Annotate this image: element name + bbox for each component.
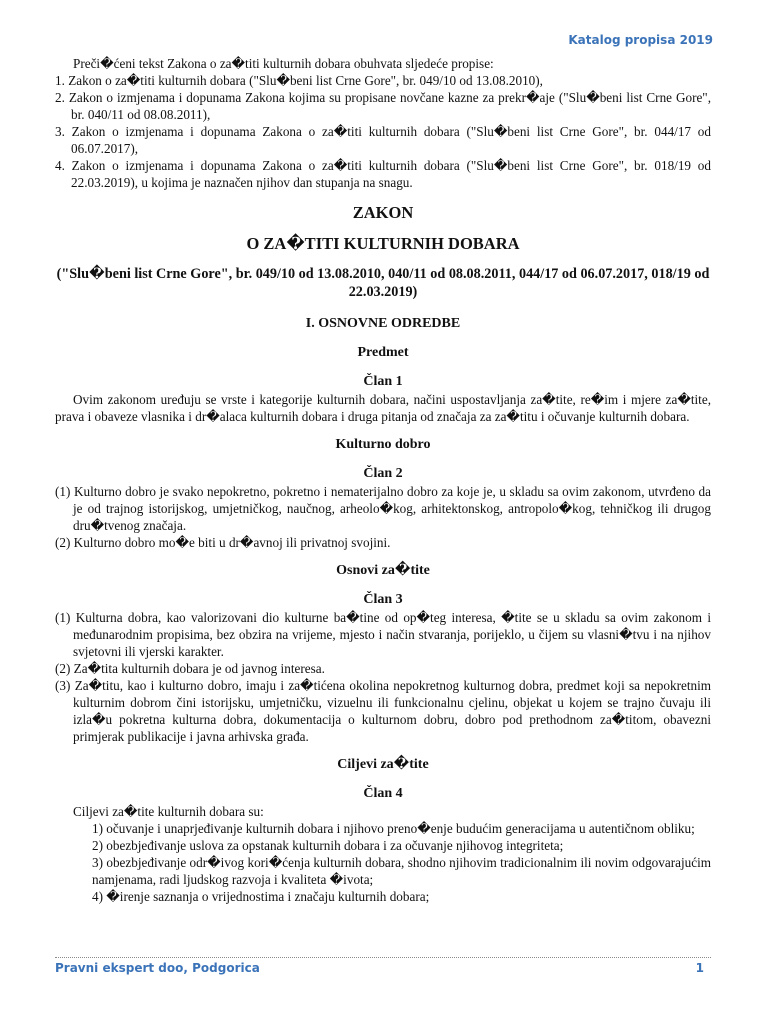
article-number: Član 3 [363, 592, 403, 607]
footer-publisher: Pravni ekspert doo, Podgorica [55, 961, 260, 975]
intro-item: 3. Zakon o izmjenama i dopunama Zakona o za�titi kulturnih dobara ("Slu�beni list Crne Gore", br. 044/17 od 06.07.2017), [55, 124, 711, 156]
intro-lead: Preči�ćeni tekst Zakona o za�titi kulturnih dobara obuhvata sljedeće propise: [73, 56, 494, 71]
intro-item: 4. Zakon o izmjenama i dopunama Zakona o za�titi kulturnih dobara ("Slu�beni list Crne Gore", br. 018/19 od 22.03.2019), u kojima je naznačen njihov dan stupanja na snagu. [55, 158, 711, 190]
chapter-heading: I. OSNOVNE ODREDBE [305, 316, 461, 331]
section-heading: Osnovi za�tite [336, 563, 430, 578]
page-number: 1 [695, 961, 704, 975]
footer-divider [55, 957, 711, 958]
article-number: Član 1 [363, 374, 403, 389]
intro-item: 1. Zakon o za�titi kulturnih dobara ("Slu�beni list Crne Gore", br. 049/10 od 13.08.2010), [55, 73, 543, 88]
article-number: Član 4 [363, 786, 403, 801]
section-heading: Predmet [357, 345, 409, 360]
section-heading: Ciljevi za�tite [337, 757, 429, 772]
article-paragraph: (2) Za�tita kulturnih dobara je od javnog interesa. [55, 661, 325, 676]
list-item: 2) obezbjeđivanje uslova za opstanak kulturnih dobara i za očuvanje njihovog integriteta; [92, 838, 564, 853]
article-lead: Ciljevi za�tite kulturnih dobara su: [73, 804, 264, 819]
section-heading: Kulturno dobro [335, 437, 431, 452]
article-paragraph: Ovim zakonom uređuju se vrste i kategorije kulturnih dobara, načini uspostavljanja za�tite, re�im i mjere za�tite, prava i obaveze vlasnika i dr�alaca kulturnih dobara i druga pitanja od značaja za za�titu i očuvanje kulturnih dobara. [55, 392, 711, 424]
law-title: ZAKON [352, 203, 414, 222]
law-subtitle: O ZA�TITI KULTURNIH DOBARA [246, 234, 520, 253]
list-item: 1) očuvanje i unaprjeđivanje kulturnih dobara i njihovo preno�enje budućim generacijama u autentičnom obliku; [92, 821, 695, 836]
list-item: 4) �irenje saznanja o vrijednostima i značaju kulturnih dobara; [92, 889, 430, 904]
document-body [55, 55, 711, 905]
list-item: 3) obezbjeđivanje odr�ivog kori�ćenja kulturnih dobara, shodno njihovim tradicionalnim ili novim odgovarajućim namjenama, radi ljudskog razvoja i kvaliteta �ivota; [92, 855, 711, 887]
article-paragraph: (3) Za�titu, kao i kulturno dobro, imaju i za�tićena okolina nepokretnog kulturnog dobra, predmet koji sa nepokretnim kulturnim dobrom čini istorijsku, umjetničku, vizuelnu ili funkcionalnu cjelinu, objekat u kojem se trajno čuvaju ili izla�u pokretna kulturna dobra, dokumentacija o kulturnom dobru, dobro pod prethodnom za�titom, obavezni primjerak publikacije i javna arhivska građa. [55, 678, 711, 744]
article-paragraph: (1) Kulturno dobro je svako nepokretno, pokretno i nematerijalno dobro za koje je, u skladu sa ovim zakonom, utvrđeno da je od trajnog istorijskog, umjetničkog, naučnog, arheolo�kog, arhitektonskog, antropolo�kog, tehničkog ili drugog dru�tvenog značaja. [55, 484, 711, 533]
intro-item: 2. Zakon o izmjenama i dopunama Zakona kojima su propisane novčane kazne za prekr�aje ("Slu�beni list Crne Gore", br. 040/11 od 08.08.2011), [55, 90, 711, 122]
catalog-header: Katalog propisa 2019 [568, 33, 713, 47]
article-paragraph: (1) Kulturna dobra, kao valorizovani dio kulturne ba�tine od op�teg interesa, �tite se u skladu sa ovim zakonom i međunarodnim propisima, bez obzira na vrijeme, mjesto i način stvaranja, porijeklo, u čijem su vlasni�tvu i na njihov svjetovni ili vjerski karakter. [55, 610, 711, 659]
article-number: Član 2 [363, 466, 403, 481]
law-gazette: ("Slu�beni list Crne Gore", br. 049/10 od 13.08.2010, 040/11 od 08.08.2011, 044/17 od 06.07.2017, 018/19 od 22.03.2019) [56, 266, 710, 300]
article-paragraph: (2) Kulturno dobro mo�e biti u dr�avnoj ili privatnoj svojini. [55, 535, 391, 550]
